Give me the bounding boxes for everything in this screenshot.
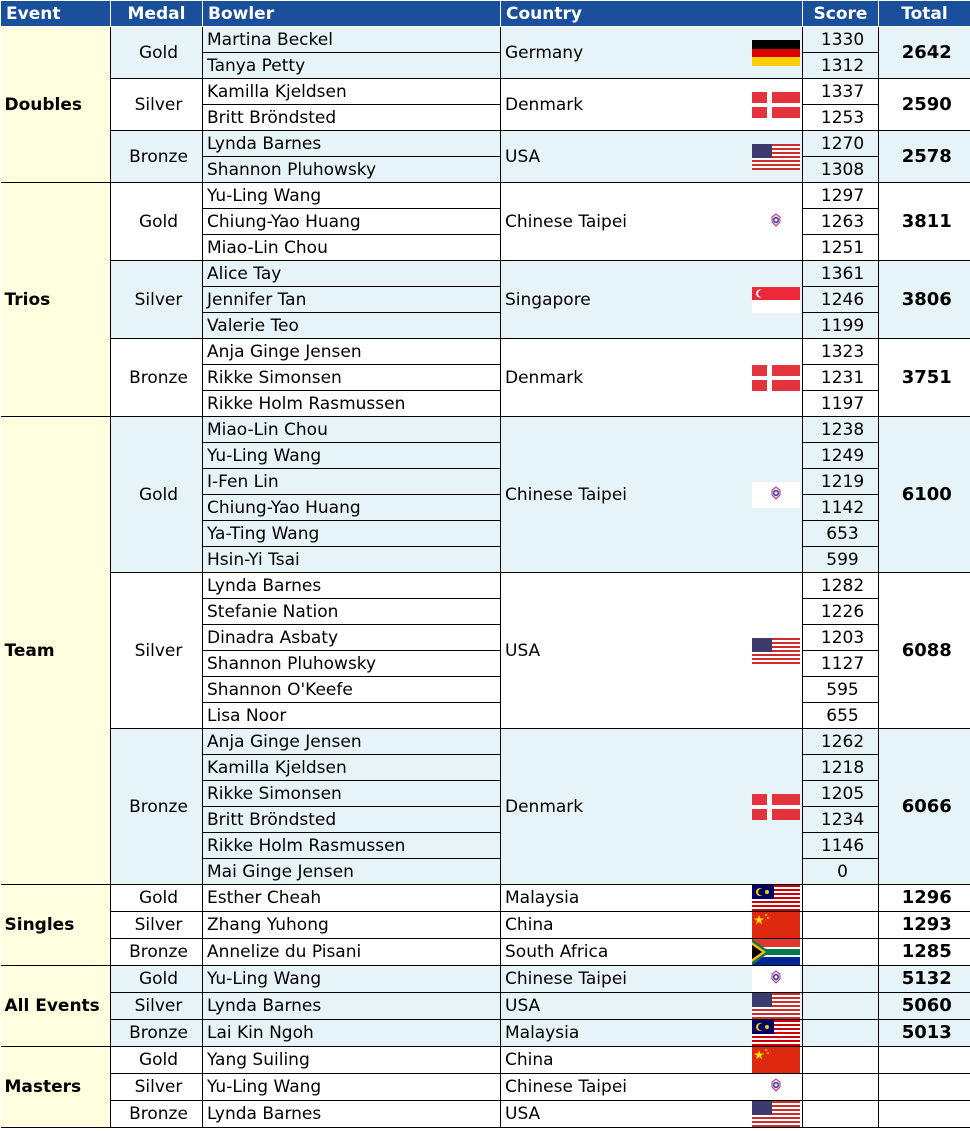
medal-total: 6088 xyxy=(879,573,970,729)
bowler-score xyxy=(803,912,879,939)
bowler-score: 1246 xyxy=(803,287,879,313)
table-row xyxy=(1,912,970,939)
flag-cell xyxy=(747,993,803,1020)
bowler-name: Zhang Yuhong xyxy=(203,912,501,939)
bowler-score: 1203 xyxy=(803,625,879,651)
bowler-name: Lynda Barnes xyxy=(203,993,501,1020)
bowler-name: Miao-Lin Chou xyxy=(203,235,501,261)
table-row xyxy=(1,1101,970,1128)
malaysia-flag-icon xyxy=(752,885,800,911)
bowler-score: 595 xyxy=(803,677,879,703)
flag-cell xyxy=(747,939,803,966)
flag-cell xyxy=(747,729,803,885)
bowler-score: 1238 xyxy=(803,417,879,443)
bowler-score: 1297 xyxy=(803,183,879,209)
bowler-score: 1127 xyxy=(803,651,879,677)
bowler-name: Kamilla Kjeldsen xyxy=(203,79,501,105)
medal-total: 1293 xyxy=(879,912,970,939)
medal-total: 2590 xyxy=(879,79,970,131)
bowler-name: Lynda Barnes xyxy=(203,1101,501,1128)
bowler-score: 655 xyxy=(803,703,879,729)
bowler-score: 1197 xyxy=(803,391,879,417)
flag-cell xyxy=(747,131,803,183)
country-name: Denmark xyxy=(501,79,747,131)
flag-cell xyxy=(747,912,803,939)
bowler-score xyxy=(803,1101,879,1128)
flag-cell xyxy=(747,1101,803,1128)
event-name: Doubles xyxy=(1,27,111,183)
bowler-score: 1323 xyxy=(803,339,879,365)
bowler-score: 1361 xyxy=(803,261,879,287)
flag-cell xyxy=(747,339,803,417)
table-row xyxy=(1,993,970,1020)
bowler-name: Yu-Ling Wang xyxy=(203,443,501,469)
medal-total: 5132 xyxy=(879,966,970,993)
bowler-name: Tanya Petty xyxy=(203,53,501,79)
flag-cell xyxy=(747,261,803,339)
medal-name: Bronze xyxy=(111,339,203,417)
bowler-name: I-Fen Lin xyxy=(203,469,501,495)
event-name: Trios xyxy=(1,183,111,417)
header-row xyxy=(1,1,970,27)
event-name: Masters xyxy=(1,1047,111,1128)
bowler-score: 1312 xyxy=(803,53,879,79)
medal-name: Gold xyxy=(111,27,203,79)
table-row xyxy=(1,79,970,105)
bowler-score: 1330 xyxy=(803,27,879,53)
bowler-name: Yu-Ling Wang xyxy=(203,183,501,209)
bowler-score: 1226 xyxy=(803,599,879,625)
flag-cell xyxy=(747,417,803,573)
bowler-score: 1253 xyxy=(803,105,879,131)
medal-name: Silver xyxy=(111,912,203,939)
event-name: Singles xyxy=(1,885,111,966)
bowler-score: 1282 xyxy=(803,573,879,599)
table-row xyxy=(1,729,970,755)
table-row xyxy=(1,261,970,287)
bowler-name: Yu-Ling Wang xyxy=(203,1074,501,1101)
flag-cell xyxy=(747,27,803,79)
denmark-flag-icon xyxy=(752,794,800,820)
header-country: Country xyxy=(501,1,803,27)
medal-name: Silver xyxy=(111,1074,203,1101)
bowler-name: Martina Beckel xyxy=(203,27,501,53)
results-body xyxy=(1,27,970,1128)
bowler-name: Anja Ginge Jensen xyxy=(203,339,501,365)
germany-flag-icon xyxy=(752,40,800,66)
table-row xyxy=(1,573,970,599)
bowler-score xyxy=(803,1074,879,1101)
table-row xyxy=(1,939,970,966)
medal-total: 2578 xyxy=(879,131,970,183)
bowler-name: Lai Kin Ngoh xyxy=(203,1020,501,1047)
bowler-name: Kamilla Kjeldsen xyxy=(203,755,501,781)
table-row xyxy=(1,339,970,365)
country-name: China xyxy=(501,1047,747,1074)
country-name: Malaysia xyxy=(501,1020,747,1047)
country-name: Chinese Taipei xyxy=(501,1074,747,1101)
bowler-score xyxy=(803,885,879,912)
bowler-name: Dinadra Asbaty xyxy=(203,625,501,651)
header-medal: Medal xyxy=(111,1,203,27)
flag-cell xyxy=(747,573,803,729)
flag-cell xyxy=(747,183,803,261)
header-total: Total xyxy=(879,1,970,27)
bowler-score: 1249 xyxy=(803,443,879,469)
header-bowler: Bowler xyxy=(203,1,501,27)
table-row xyxy=(1,885,970,912)
usa-flag-icon xyxy=(752,144,800,170)
flag-cell xyxy=(747,1074,803,1101)
bowler-name: Annelize du Pisani xyxy=(203,939,501,966)
medal-name: Gold xyxy=(111,966,203,993)
country-name: Denmark xyxy=(501,339,747,417)
medal-name: Silver xyxy=(111,261,203,339)
medal-total xyxy=(879,1074,970,1101)
south-africa-flag-icon xyxy=(752,939,800,965)
denmark-flag-icon xyxy=(752,365,800,391)
medal-total: 6066 xyxy=(879,729,970,885)
china-flag-icon xyxy=(752,1047,800,1073)
medal-name: Silver xyxy=(111,79,203,131)
bowler-score: 1263 xyxy=(803,209,879,235)
country-name: Singapore xyxy=(501,261,747,339)
country-name: South Africa xyxy=(501,939,747,966)
medal-total: 3751 xyxy=(879,339,970,417)
bowler-name: Alice Tay xyxy=(203,261,501,287)
table-row xyxy=(1,183,970,209)
bowler-score xyxy=(803,966,879,993)
event-name: All Events xyxy=(1,966,111,1047)
bowler-score: 1270 xyxy=(803,131,879,157)
country-name: USA xyxy=(501,573,747,729)
bowler-score: 1199 xyxy=(803,313,879,339)
country-name: USA xyxy=(501,131,747,183)
bowler-name: Shannon O'Keefe xyxy=(203,677,501,703)
bowler-name: Miao-Lin Chou xyxy=(203,417,501,443)
medal-name: Gold xyxy=(111,183,203,261)
bowler-name: Anja Ginge Jensen xyxy=(203,729,501,755)
bowler-name: Rikke Holm Rasmussen xyxy=(203,833,501,859)
usa-flag-icon xyxy=(752,1101,800,1127)
bowler-name: Britt Bröndsted xyxy=(203,807,501,833)
bowler-score xyxy=(803,1020,879,1047)
table-row xyxy=(1,1047,970,1074)
medal-name: Gold xyxy=(111,1047,203,1074)
country-name: Denmark xyxy=(501,729,747,885)
bowler-score: 1231 xyxy=(803,365,879,391)
bowler-score: 1142 xyxy=(803,495,879,521)
bowler-name: Lynda Barnes xyxy=(203,131,501,157)
country-name: Germany xyxy=(501,27,747,79)
bowler-name: Rikke Holm Rasmussen xyxy=(203,391,501,417)
china-flag-icon xyxy=(752,912,800,938)
medal-total: 6100 xyxy=(879,417,970,573)
bowler-name: Yu-Ling Wang xyxy=(203,966,501,993)
bowler-score: 1205 xyxy=(803,781,879,807)
medal-total: 1296 xyxy=(879,885,970,912)
bowler-name: Chiung-Yao Huang xyxy=(203,209,501,235)
medal-name: Bronze xyxy=(111,1020,203,1047)
table-row xyxy=(1,1020,970,1047)
bowler-name: Rikke Simonsen xyxy=(203,365,501,391)
medal-name: Gold xyxy=(111,885,203,912)
flag-cell xyxy=(747,966,803,993)
bowler-name: Rikke Simonsen xyxy=(203,781,501,807)
medal-name: Gold xyxy=(111,417,203,573)
medal-total: 5060 xyxy=(879,993,970,1020)
bowler-name: Shannon Pluhowsky xyxy=(203,651,501,677)
country-name: Malaysia xyxy=(501,885,747,912)
bowler-name: Esther Cheah xyxy=(203,885,501,912)
country-name: USA xyxy=(501,993,747,1020)
bowler-score: 1337 xyxy=(803,79,879,105)
bowler-score: 0 xyxy=(803,859,879,885)
bowler-name: Ya-Ting Wang xyxy=(203,521,501,547)
bowler-name: Lisa Noor xyxy=(203,703,501,729)
country-name: Chinese Taipei xyxy=(501,417,747,573)
header-score: Score xyxy=(803,1,879,27)
medal-name: Bronze xyxy=(111,131,203,183)
bowler-score xyxy=(803,1047,879,1074)
singapore-flag-icon xyxy=(752,287,800,313)
table-row xyxy=(1,131,970,157)
table-row xyxy=(1,417,970,443)
medal-total: 3811 xyxy=(879,183,970,261)
denmark-flag-icon xyxy=(752,92,800,118)
medal-name: Bronze xyxy=(111,729,203,885)
medal-total xyxy=(879,1047,970,1074)
bowler-score: 1219 xyxy=(803,469,879,495)
chinese-taipei-flag-icon xyxy=(752,1074,800,1100)
table-row xyxy=(1,27,970,53)
medal-total: 1285 xyxy=(879,939,970,966)
medal-name: Silver xyxy=(111,993,203,1020)
bowler-name: Hsin-Yi Tsai xyxy=(203,547,501,573)
table-row xyxy=(1,966,970,993)
bowler-name: Britt Bröndsted xyxy=(203,105,501,131)
medal-name: Bronze xyxy=(111,939,203,966)
flag-cell xyxy=(747,1047,803,1074)
chinese-taipei-flag-icon xyxy=(752,482,800,508)
bowler-score: 1308 xyxy=(803,157,879,183)
medal-total: 5013 xyxy=(879,1020,970,1047)
bowler-score xyxy=(803,993,879,1020)
flag-cell xyxy=(747,79,803,131)
bowler-name: Lynda Barnes xyxy=(203,573,501,599)
country-name: China xyxy=(501,912,747,939)
country-name: Chinese Taipei xyxy=(501,966,747,993)
bowler-score xyxy=(803,939,879,966)
bowler-score: 1234 xyxy=(803,807,879,833)
header-event: Event xyxy=(1,1,111,27)
chinese-taipei-flag-icon xyxy=(752,966,800,992)
bowler-score: 599 xyxy=(803,547,879,573)
bowler-name: Shannon Pluhowsky xyxy=(203,157,501,183)
flag-cell xyxy=(747,1020,803,1047)
country-name: USA xyxy=(501,1101,747,1128)
flag-cell xyxy=(747,885,803,912)
bowler-score: 1218 xyxy=(803,755,879,781)
malaysia-flag-icon xyxy=(752,1020,800,1046)
bowler-name: Stefanie Nation xyxy=(203,599,501,625)
event-name: Team xyxy=(1,417,111,885)
country-name: Chinese Taipei xyxy=(501,183,747,261)
bowler-name: Chiung-Yao Huang xyxy=(203,495,501,521)
bowler-name: Jennifer Tan xyxy=(203,287,501,313)
bowler-name: Valerie Teo xyxy=(203,313,501,339)
bowler-name: Yang Suiling xyxy=(203,1047,501,1074)
medal-total xyxy=(879,1101,970,1128)
medal-name: Bronze xyxy=(111,1101,203,1128)
bowler-score: 1262 xyxy=(803,729,879,755)
table-row xyxy=(1,1074,970,1101)
bowler-score: 1251 xyxy=(803,235,879,261)
usa-flag-icon xyxy=(752,993,800,1019)
chinese-taipei-flag-icon xyxy=(752,209,800,235)
medal-name: Silver xyxy=(111,573,203,729)
bowler-name: Mai Ginge Jensen xyxy=(203,859,501,885)
bowler-score: 653 xyxy=(803,521,879,547)
bowler-score: 1146 xyxy=(803,833,879,859)
medal-total: 3806 xyxy=(879,261,970,339)
medal-total: 2642 xyxy=(879,27,970,79)
usa-flag-icon xyxy=(752,638,800,664)
